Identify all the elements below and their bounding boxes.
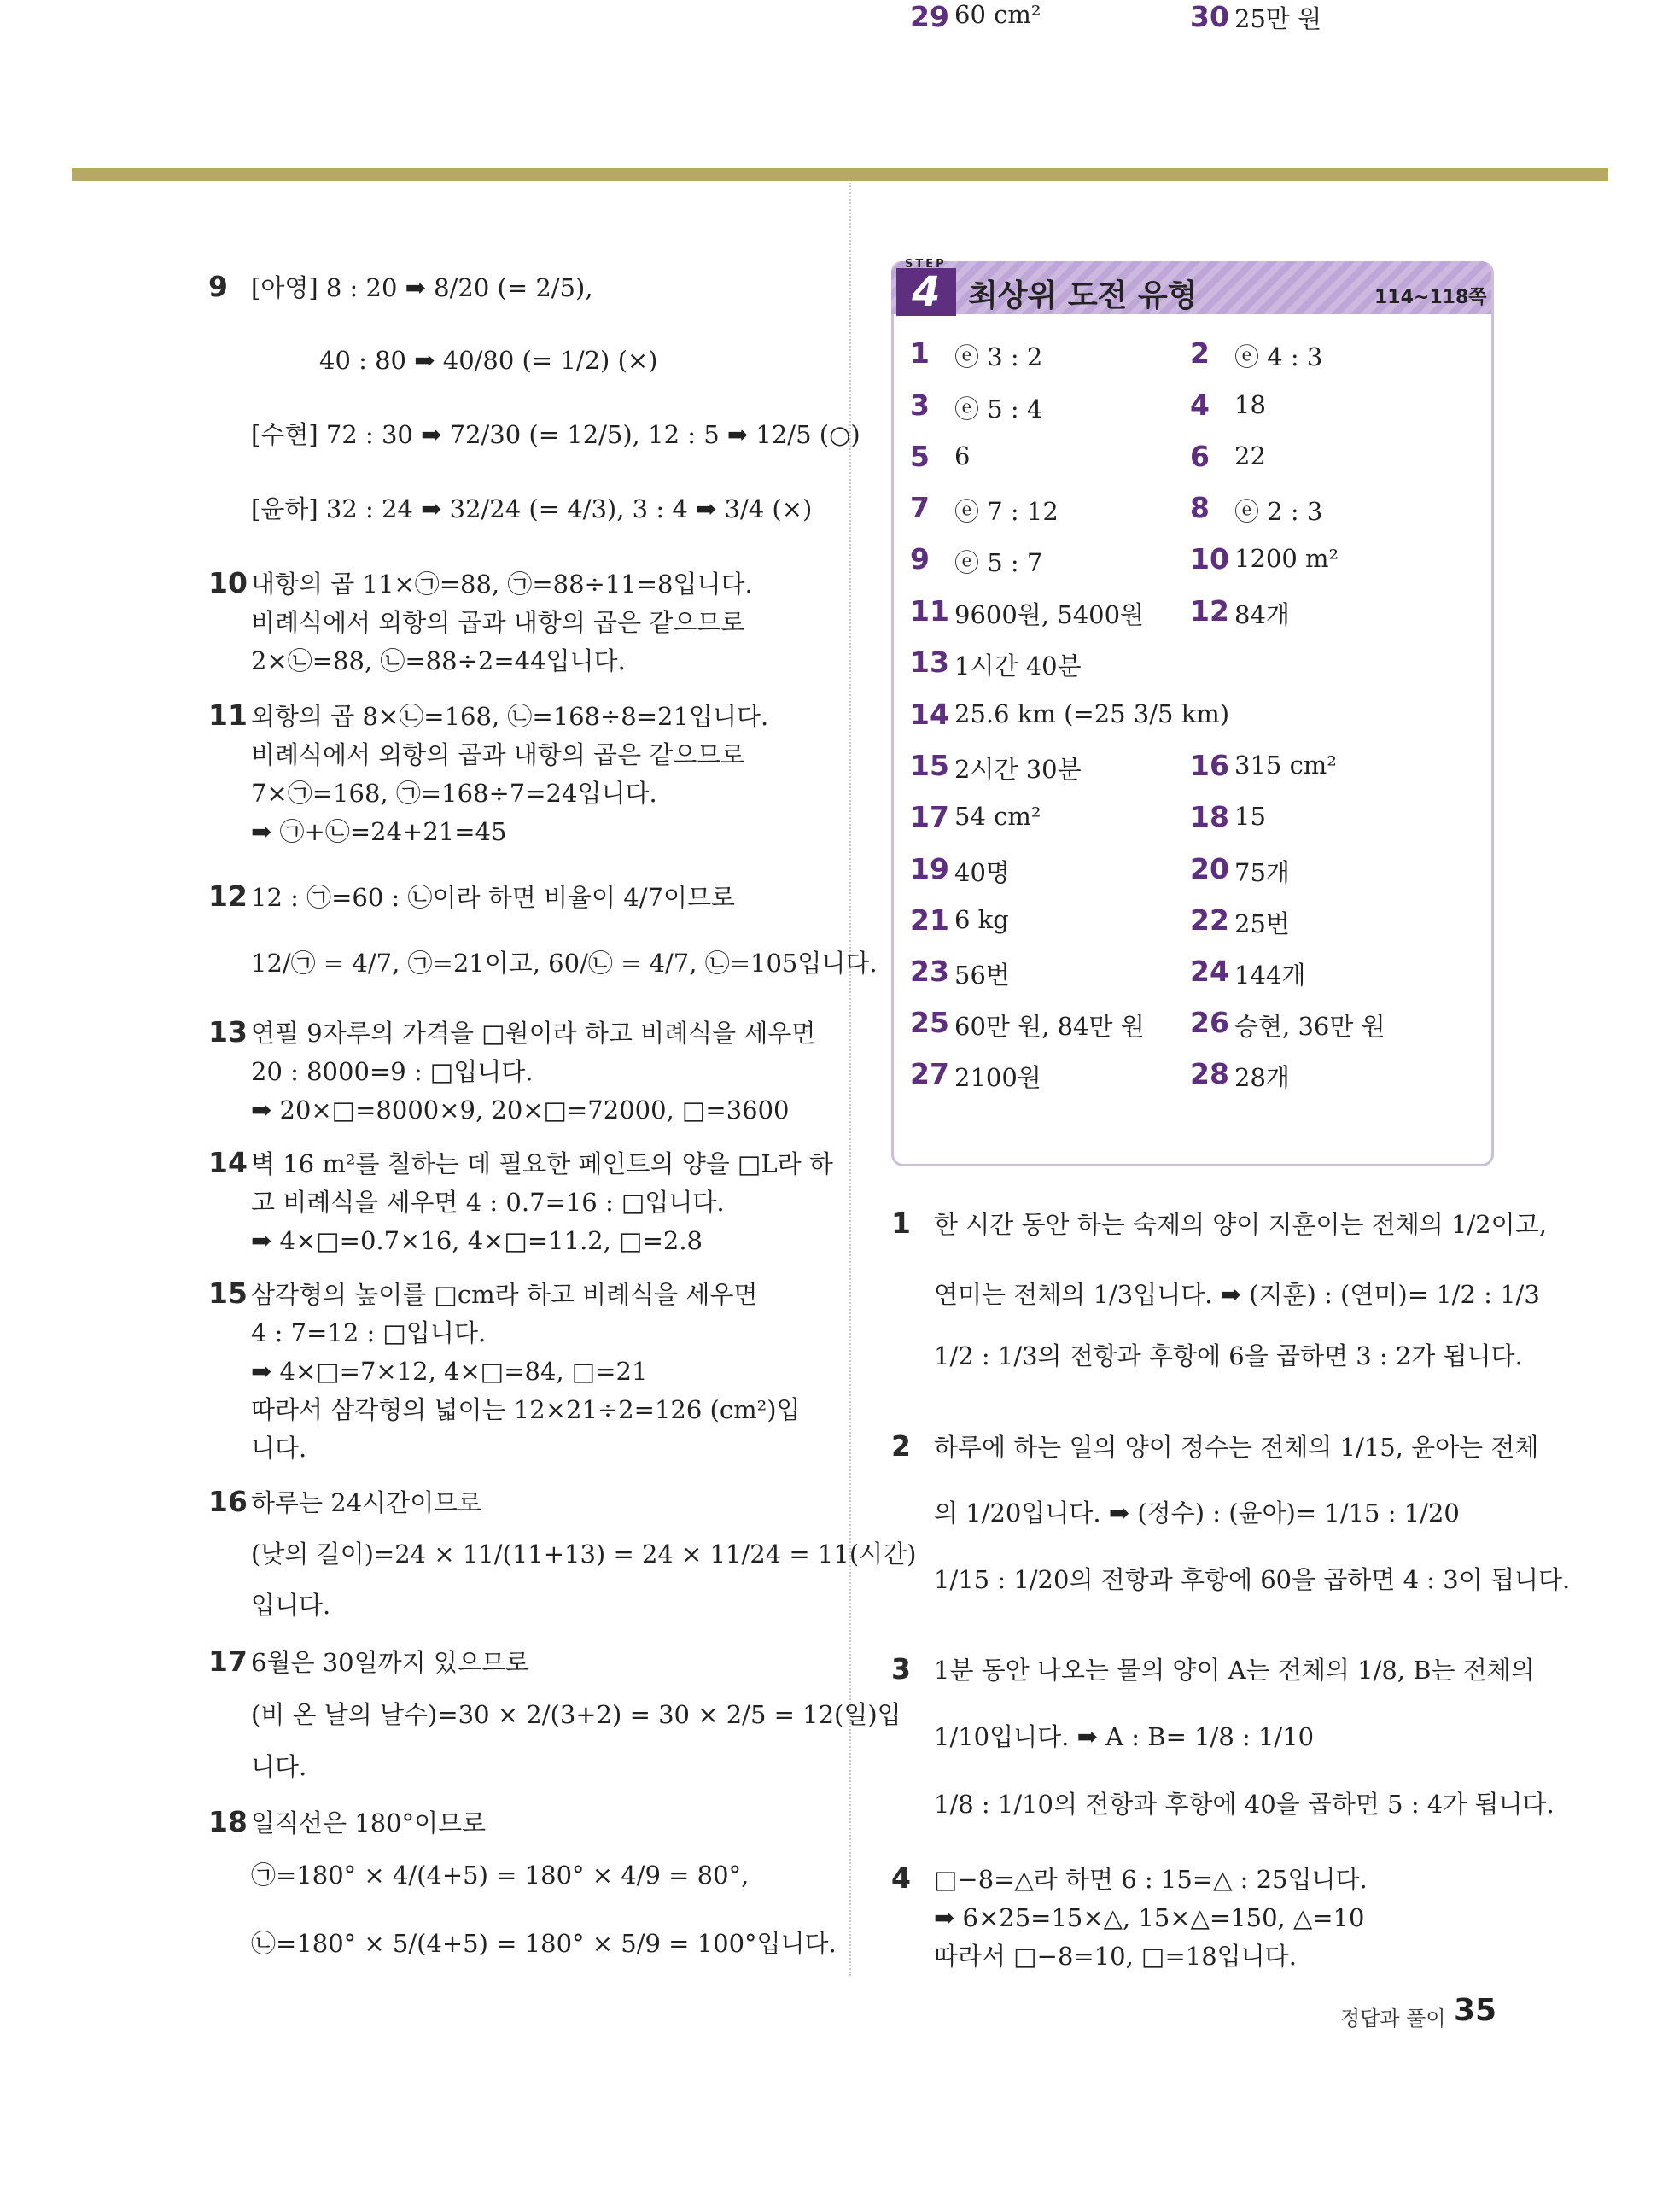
- answer-value: ⓔ 3 : 2: [954, 342, 1043, 371]
- solution-line: 한 시간 동안 하는 숙제의 양이 지훈이는 전체의 1/2이고,: [934, 1210, 1547, 1239]
- question-number: 14: [208, 1146, 248, 1179]
- solution-line: 40 : 80 ➡ 40/80 (= 1/2) (×): [319, 346, 658, 375]
- solution-line: 고 비례식을 세우면 4 : 0.7=16 : □입니다.: [251, 1188, 725, 1217]
- solution-line: 비례식에서 외항의 곱과 내항의 곱은 같으므로: [251, 740, 745, 769]
- solution-line: 12/㉠ = 4/7, ㉠=21이고, 60/㉡ = 4/7, ㉡=105입니다.: [251, 949, 878, 978]
- answer-number: 17: [910, 800, 949, 833]
- page-number: 35: [1454, 1993, 1497, 2028]
- answer-value: 56번: [954, 961, 1010, 990]
- answer-value: ⓔ 5 : 7: [954, 548, 1043, 577]
- solution-line: 비례식에서 외항의 곱과 내항의 곱은 같으므로: [251, 608, 745, 637]
- step-number: 4: [912, 268, 941, 316]
- solution-line: 하루는 24시간이므로: [251, 1488, 482, 1517]
- answer-number: 13: [910, 646, 949, 679]
- answer-number: 1: [910, 336, 930, 370]
- solution-line: 삼각형의 높이를 □cm라 하고 비례식을 세우면: [251, 1280, 758, 1309]
- section-title: 최상위 도전 유형: [968, 278, 1198, 313]
- answer-value: 28개: [1234, 1063, 1290, 1092]
- answer-value: 2시간 30분: [954, 755, 1082, 784]
- answer-number: 18: [1190, 800, 1229, 833]
- answer-number: 25: [910, 1006, 949, 1039]
- solution-line: 20 : 8000=9 : □입니다.: [251, 1057, 534, 1086]
- solution-line: ➡ 4×□=0.7×16, 4×□=11.2, □=2.8: [251, 1226, 703, 1255]
- answer-value: 60만 원, 84만 원: [954, 1012, 1145, 1041]
- solution-line: 1/15 : 1/20의 전항과 후항에 60을 곱하면 4 : 3이 됩니다.: [934, 1565, 1571, 1594]
- solution-line: 연필 9자루의 가격을 □원이라 하고 비례식을 세우면: [251, 1019, 816, 1048]
- answer-number: 22: [1190, 903, 1229, 937]
- answer-value: 1200 m²: [1234, 544, 1339, 573]
- solution-line: 1/2 : 1/3의 전항과 후항에 6을 곱하면 3 : 2가 됩니다.: [934, 1341, 1523, 1370]
- solution-line: □−8=△라 하면 6 : 15=△ : 25입니다.: [934, 1865, 1368, 1894]
- solution-line: 12 : ㉠=60 : ㉡이라 하면 비율이 4/7이므로: [251, 883, 735, 912]
- solution-line: 일직선은 180°이므로: [251, 1808, 487, 1838]
- question-number: 12: [208, 879, 248, 913]
- solution-line: 의 1/20입니다. ➡ (정수) : (윤아)= 1/15 : 1/20: [934, 1499, 1460, 1528]
- solution-line: ➡ ㉠+㉡=24+21=45: [251, 817, 507, 846]
- answer-value: ⓔ 5 : 4: [954, 394, 1043, 424]
- answer-value: 40명: [954, 858, 1010, 887]
- question-number: 11: [208, 698, 248, 732]
- solution-line: 하루에 하는 일의 양이 정수는 전체의 1/15, 윤아는 전체: [934, 1433, 1539, 1462]
- answer-number: 11: [910, 594, 949, 628]
- answer-number: 12: [1190, 594, 1229, 628]
- answer-number: 21: [910, 903, 949, 937]
- question-number: 16: [208, 1485, 248, 1518]
- answer-number: 27: [910, 1057, 949, 1090]
- solution-line: 니다.: [251, 1434, 307, 1463]
- question-number: 1: [891, 1207, 911, 1240]
- answer-value: 승현, 36만 원: [1234, 1012, 1385, 1041]
- answer-number: 28: [1190, 1057, 1229, 1090]
- question-number: 10: [208, 566, 248, 599]
- solution-line: ㉡=180° × 5/(4+5) = 180° × 5/9 = 100°입니다.: [251, 1929, 837, 1958]
- answer-value: 75개: [1234, 858, 1290, 887]
- solution-line: 니다.: [251, 1752, 307, 1781]
- solution-line: 6월은 30일까지 있으므로: [251, 1648, 529, 1677]
- solution-line: 외항의 곱 8×㉡=168, ㉡=168÷8=21입니다.: [251, 702, 769, 731]
- question-number: 9: [208, 270, 228, 303]
- answer-value: 315 cm²: [1234, 751, 1337, 780]
- answer-value: 60 cm²: [954, 0, 1041, 29]
- footer-label: 정답과 풀이: [1340, 2007, 1446, 2030]
- answer-number: 2: [1190, 336, 1210, 370]
- answer-number: 6: [1190, 440, 1210, 473]
- answer-number: 3: [910, 389, 930, 422]
- solution-line: 7×㉠=168, ㉠=168÷7=24입니다.: [251, 779, 657, 808]
- answer-value: 54 cm²: [954, 802, 1041, 831]
- solution-line: [아영] 8 : 20 ➡ 8/20 (= 2/5),: [251, 273, 593, 302]
- answer-number: 29: [910, 0, 949, 33]
- solution-line: 4 : 7=12 : □입니다.: [251, 1318, 487, 1347]
- answer-value: ⓔ 2 : 3: [1234, 497, 1323, 526]
- answer-value: ⓔ 7 : 12: [954, 497, 1059, 526]
- solution-line: ➡ 20×□=8000×9, 20×□=72000, □=3600: [251, 1096, 790, 1125]
- answer-value: 22: [1234, 441, 1266, 470]
- answer-number: 26: [1190, 1006, 1229, 1039]
- answer-value: 6 kg: [954, 905, 1009, 934]
- solution-line: 1/8 : 1/10의 전항과 후항에 40을 곱하면 5 : 4가 됩니다.: [934, 1790, 1555, 1819]
- answer-value: 25번: [1234, 909, 1290, 938]
- question-number: 18: [208, 1805, 248, 1838]
- solution-line: (낮의 길이)=24 × 11/(11+13) = 24 × 11/24 = 11(시간): [251, 1540, 917, 1569]
- solution-line: 따라서 삼각형의 넓이는 12×21÷2=126 (cm²)입: [251, 1395, 801, 1424]
- answer-value: 6: [954, 441, 971, 470]
- answer-value: 15: [1234, 802, 1266, 831]
- page-range: 114~118쪽: [1374, 287, 1487, 308]
- solution-line: ㉠=180° × 4/(4+5) = 180° × 4/9 = 80°,: [251, 1861, 750, 1890]
- answer-number: 24: [1190, 955, 1229, 988]
- answer-value: 25만 원: [1234, 4, 1322, 33]
- answer-number: 30: [1190, 0, 1229, 33]
- solution-line: 1분 동안 나오는 물의 양이 A는 전체의 1/8, B는 전체의: [934, 1656, 1535, 1685]
- solution-line: 연미는 전체의 1/3입니다. ➡ (지훈) : (연미)= 1/2 : 1/3: [934, 1280, 1540, 1309]
- answer-number: 20: [1190, 852, 1229, 885]
- answer-value: 1시간 40분: [954, 651, 1082, 681]
- solution-line: 입니다.: [251, 1591, 331, 1620]
- solution-line: ➡ 4×□=7×12, 4×□=84, □=21: [251, 1357, 648, 1386]
- answer-number: 14: [910, 698, 949, 731]
- solution-line: [수현] 72 : 30 ➡ 72/30 (= 12/5), 12 : 5 ➡ 12/5 (○): [251, 420, 860, 449]
- question-number: 15: [208, 1277, 248, 1310]
- question-number: 13: [208, 1015, 248, 1049]
- step-badge: [896, 258, 956, 316]
- answer-number: 8: [1190, 491, 1210, 524]
- question-number: 17: [208, 1645, 248, 1678]
- solution-line: 2×㉡=88, ㉡=88÷2=44입니다.: [251, 646, 626, 675]
- step-label: STEP: [905, 258, 947, 271]
- question-number: 3: [891, 1652, 911, 1686]
- answer-number: 16: [1190, 749, 1229, 782]
- solution-line: [윤하] 32 : 24 ➡ 32/24 (= 4/3), 3 : 4 ➡ 3/4 (×): [251, 494, 813, 523]
- question-number: 2: [891, 1429, 911, 1463]
- answer-value: 18: [1234, 390, 1266, 419]
- answer-value: 144개: [1234, 961, 1306, 990]
- solution-line: (비 온 날의 날수)=30 × 2/(3+2) = 30 × 2/5 = 12(일)입: [251, 1700, 901, 1729]
- answer-value: 9600원, 5400원: [954, 600, 1145, 629]
- answer-number: 5: [910, 440, 930, 473]
- answer-number: 4: [1190, 389, 1210, 422]
- answer-number: 15: [910, 749, 949, 782]
- answer-number: 10: [1190, 542, 1229, 576]
- solution-line: 내항의 곱 11×㉠=88, ㉠=88÷11=8입니다.: [251, 570, 753, 599]
- answer-number: 19: [910, 852, 949, 885]
- solution-line: ➡ 6×25=15×△, 15×△=150, △=10: [934, 1903, 1365, 1932]
- answer-number: 7: [910, 491, 930, 524]
- answer-number: 9: [910, 542, 930, 576]
- top-color-bar: [72, 168, 1608, 181]
- answer-value: 2100원: [954, 1063, 1041, 1092]
- solution-line: 따라서 □−8=10, □=18입니다.: [934, 1942, 1297, 1971]
- answer-value: 25.6 km (=25 3/5 km): [954, 699, 1230, 728]
- answer-value: ⓔ 4 : 3: [1234, 342, 1323, 371]
- solution-line: 1/10입니다. ➡ A : B= 1/8 : 1/10: [934, 1722, 1315, 1751]
- answer-value: 84개: [1234, 600, 1290, 629]
- question-number: 4: [891, 1861, 911, 1895]
- solution-line: 벽 16 m²를 칠하는 데 필요한 페인트의 양을 □L라 하: [251, 1149, 833, 1178]
- answer-number: 23: [910, 955, 949, 988]
